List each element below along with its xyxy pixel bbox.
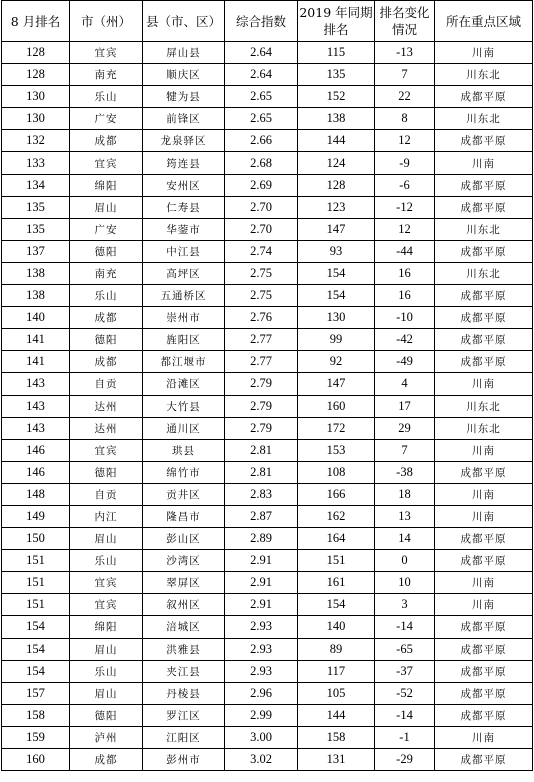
cell-2019-rank: 166	[298, 483, 375, 505]
cell-county: 筠连县	[143, 152, 225, 174]
cell-2019-rank: 130	[298, 307, 375, 329]
table-row	[2, 373, 533, 395]
cell-rank-change: 7	[375, 439, 435, 461]
cell-rank-change: -65	[375, 638, 435, 660]
cell-composite-index: 2.70	[225, 196, 298, 218]
cell-key-region: 成都平原	[435, 130, 533, 152]
cell-rank-change: -1	[375, 726, 435, 748]
cell-august-rank: 158	[2, 704, 70, 726]
table-row	[2, 726, 533, 748]
cell-composite-index: 2.79	[225, 373, 298, 395]
cell-key-region: 成都平原	[435, 704, 533, 726]
table-row	[2, 285, 533, 307]
cell-composite-index: 2.99	[225, 704, 298, 726]
table-row	[2, 42, 533, 64]
cell-rank-change: 17	[375, 395, 435, 417]
cell-city: 眉山	[70, 528, 143, 550]
cell-key-region: 成都平原	[435, 638, 533, 660]
cell-2019-rank: 154	[298, 594, 375, 616]
cell-2019-rank: 154	[298, 262, 375, 284]
cell-august-rank: 143	[2, 395, 70, 417]
cell-city: 乐山	[70, 660, 143, 682]
cell-2019-rank: 138	[298, 108, 375, 130]
cell-2019-rank: 105	[298, 682, 375, 704]
cell-august-rank: 138	[2, 285, 70, 307]
cell-rank-change: 3	[375, 594, 435, 616]
cell-august-rank: 143	[2, 417, 70, 439]
table-row	[2, 307, 533, 329]
cell-composite-index: 2.64	[225, 64, 298, 86]
table-row	[2, 594, 533, 616]
cell-composite-index: 2.70	[225, 218, 298, 240]
cell-city: 达州	[70, 417, 143, 439]
table-row	[2, 218, 533, 240]
table-row	[2, 329, 533, 351]
cell-rank-change: 16	[375, 262, 435, 284]
cell-county: 贡井区	[143, 483, 225, 505]
cell-rank-change: -42	[375, 329, 435, 351]
header-city: 市（州）	[70, 1, 143, 42]
cell-county: 丹棱县	[143, 682, 225, 704]
cell-composite-index: 2.83	[225, 483, 298, 505]
header-august-rank: 8 月排名	[2, 1, 70, 42]
cell-2019-rank: 162	[298, 505, 375, 527]
cell-composite-index: 2.75	[225, 262, 298, 284]
cell-city: 成都	[70, 307, 143, 329]
cell-rank-change: 10	[375, 572, 435, 594]
cell-county: 叙州区	[143, 594, 225, 616]
cell-city: 乐山	[70, 86, 143, 108]
table-row	[2, 528, 533, 550]
cell-august-rank: 159	[2, 726, 70, 748]
cell-city: 德阳	[70, 461, 143, 483]
cell-rank-change: -13	[375, 42, 435, 64]
cell-composite-index: 2.65	[225, 86, 298, 108]
table-body	[2, 42, 533, 771]
cell-2019-rank: 144	[298, 130, 375, 152]
table-row	[2, 130, 533, 152]
cell-key-region: 成都平原	[435, 660, 533, 682]
cell-rank-change: -38	[375, 461, 435, 483]
cell-august-rank: 137	[2, 240, 70, 262]
cell-rank-change: -37	[375, 660, 435, 682]
cell-composite-index: 2.91	[225, 550, 298, 572]
cell-key-region: 成都平原	[435, 351, 533, 373]
cell-city: 达州	[70, 395, 143, 417]
cell-rank-change: 12	[375, 130, 435, 152]
cell-august-rank: 150	[2, 528, 70, 550]
cell-composite-index: 2.68	[225, 152, 298, 174]
cell-august-rank: 143	[2, 373, 70, 395]
cell-rank-change: -14	[375, 616, 435, 638]
table-row	[2, 704, 533, 726]
cell-county: 旌阳区	[143, 329, 225, 351]
cell-city: 泸州	[70, 726, 143, 748]
cell-city: 宜宾	[70, 572, 143, 594]
header-county: 县（市、区）	[143, 1, 225, 42]
cell-city: 绵阳	[70, 174, 143, 196]
cell-rank-change: -10	[375, 307, 435, 329]
cell-county: 仁寿县	[143, 196, 225, 218]
cell-key-region: 成都平原	[435, 329, 533, 351]
cell-august-rank: 141	[2, 329, 70, 351]
cell-2019-rank: 152	[298, 86, 375, 108]
table-row	[2, 682, 533, 704]
cell-city: 德阳	[70, 704, 143, 726]
cell-key-region: 川东北	[435, 262, 533, 284]
cell-key-region: 川南	[435, 373, 533, 395]
cell-composite-index: 3.02	[225, 749, 298, 771]
cell-key-region: 川南	[435, 483, 533, 505]
cell-county: 夹江县	[143, 660, 225, 682]
cell-county: 绵竹市	[143, 461, 225, 483]
cell-key-region: 成都平原	[435, 616, 533, 638]
cell-2019-rank: 140	[298, 616, 375, 638]
table-row	[2, 749, 533, 771]
cell-city: 德阳	[70, 329, 143, 351]
table-row	[2, 174, 533, 196]
cell-august-rank: 154	[2, 638, 70, 660]
table-row	[2, 152, 533, 174]
cell-city: 眉山	[70, 682, 143, 704]
cell-august-rank: 130	[2, 86, 70, 108]
cell-2019-rank: 161	[298, 572, 375, 594]
cell-key-region: 成都平原	[435, 174, 533, 196]
cell-city: 乐山	[70, 550, 143, 572]
cell-county: 顺庆区	[143, 64, 225, 86]
cell-city: 南充	[70, 64, 143, 86]
cell-county: 犍为县	[143, 86, 225, 108]
cell-city: 成都	[70, 351, 143, 373]
cell-rank-change: 13	[375, 505, 435, 527]
cell-2019-rank: 123	[298, 196, 375, 218]
cell-key-region: 川南	[435, 726, 533, 748]
table-row	[2, 550, 533, 572]
cell-composite-index: 2.89	[225, 528, 298, 550]
cell-august-rank: 128	[2, 42, 70, 64]
cell-key-region: 川东北	[435, 218, 533, 240]
cell-2019-rank: 128	[298, 174, 375, 196]
cell-city: 宜宾	[70, 152, 143, 174]
cell-city: 乐山	[70, 285, 143, 307]
cell-august-rank: 146	[2, 439, 70, 461]
cell-county: 高坪区	[143, 262, 225, 284]
cell-august-rank: 132	[2, 130, 70, 152]
cell-rank-change: 18	[375, 483, 435, 505]
cell-august-rank: 149	[2, 505, 70, 527]
cell-2019-rank: 99	[298, 329, 375, 351]
cell-2019-rank: 131	[298, 749, 375, 771]
cell-county: 隆昌市	[143, 505, 225, 527]
cell-composite-index: 2.91	[225, 572, 298, 594]
cell-2019-rank: 117	[298, 660, 375, 682]
cell-composite-index: 2.87	[225, 505, 298, 527]
cell-rank-change: -52	[375, 682, 435, 704]
cell-county: 彭山区	[143, 528, 225, 550]
cell-rank-change: 0	[375, 550, 435, 572]
cell-2019-rank: 135	[298, 64, 375, 86]
cell-key-region: 成都平原	[435, 528, 533, 550]
table-row	[2, 262, 533, 284]
cell-composite-index: 2.93	[225, 616, 298, 638]
cell-key-region: 川东北	[435, 395, 533, 417]
cell-2019-rank: 172	[298, 417, 375, 439]
table-row	[2, 64, 533, 86]
cell-2019-rank: 89	[298, 638, 375, 660]
cell-city: 内江	[70, 505, 143, 527]
cell-city: 自贡	[70, 373, 143, 395]
cell-county: 涪城区	[143, 616, 225, 638]
table-row	[2, 505, 533, 527]
cell-august-rank: 135	[2, 218, 70, 240]
cell-composite-index: 2.91	[225, 594, 298, 616]
table-row	[2, 638, 533, 660]
cell-rank-change: 8	[375, 108, 435, 130]
cell-key-region: 川南	[435, 152, 533, 174]
cell-composite-index: 2.93	[225, 638, 298, 660]
table-row	[2, 240, 533, 262]
cell-rank-change: 14	[375, 528, 435, 550]
table-row	[2, 108, 533, 130]
cell-composite-index: 2.65	[225, 108, 298, 130]
cell-county: 五通桥区	[143, 285, 225, 307]
cell-2019-rank: 147	[298, 218, 375, 240]
header-row	[2, 1, 533, 42]
cell-county: 沙湾区	[143, 550, 225, 572]
cell-key-region: 川东北	[435, 64, 533, 86]
cell-composite-index: 3.00	[225, 726, 298, 748]
cell-composite-index: 2.96	[225, 682, 298, 704]
cell-august-rank: 138	[2, 262, 70, 284]
cell-august-rank: 146	[2, 461, 70, 483]
cell-city: 宜宾	[70, 439, 143, 461]
cell-composite-index: 2.74	[225, 240, 298, 262]
cell-city: 宜宾	[70, 42, 143, 64]
cell-composite-index: 2.76	[225, 307, 298, 329]
cell-august-rank: 154	[2, 660, 70, 682]
cell-composite-index: 2.66	[225, 130, 298, 152]
cell-key-region: 川南	[435, 42, 533, 64]
cell-rank-change: -12	[375, 196, 435, 218]
cell-august-rank: 157	[2, 682, 70, 704]
table-row	[2, 461, 533, 483]
cell-august-rank: 128	[2, 64, 70, 86]
cell-august-rank: 154	[2, 616, 70, 638]
cell-city: 成都	[70, 130, 143, 152]
cell-county: 罗江区	[143, 704, 225, 726]
table-row	[2, 395, 533, 417]
cell-august-rank: 130	[2, 108, 70, 130]
table-header	[2, 1, 533, 42]
cell-city: 宜宾	[70, 594, 143, 616]
cell-key-region: 川南	[435, 594, 533, 616]
cell-county: 洪雅县	[143, 638, 225, 660]
cell-city: 绵阳	[70, 616, 143, 638]
cell-city: 广安	[70, 218, 143, 240]
cell-august-rank: 133	[2, 152, 70, 174]
cell-county: 安州区	[143, 174, 225, 196]
cell-august-rank: 151	[2, 594, 70, 616]
cell-city: 广安	[70, 108, 143, 130]
cell-rank-change: 7	[375, 64, 435, 86]
cell-rank-change: 16	[375, 285, 435, 307]
cell-composite-index: 2.79	[225, 417, 298, 439]
cell-2019-rank: 92	[298, 351, 375, 373]
header-composite-index: 综合指数	[225, 1, 298, 42]
cell-composite-index: 2.81	[225, 439, 298, 461]
cell-key-region: 成都平原	[435, 240, 533, 262]
cell-2019-rank: 124	[298, 152, 375, 174]
cell-key-region: 成都平原	[435, 196, 533, 218]
cell-august-rank: 140	[2, 307, 70, 329]
cell-key-region: 成都平原	[435, 285, 533, 307]
table-row	[2, 86, 533, 108]
cell-key-region: 川南	[435, 505, 533, 527]
cell-key-region: 成都平原	[435, 307, 533, 329]
cell-county: 龙泉驿区	[143, 130, 225, 152]
cell-composite-index: 2.81	[225, 461, 298, 483]
cell-rank-change: -29	[375, 749, 435, 771]
cell-composite-index: 2.79	[225, 395, 298, 417]
table-row	[2, 351, 533, 373]
cell-august-rank: 141	[2, 351, 70, 373]
cell-2019-rank: 147	[298, 373, 375, 395]
cell-county: 大竹县	[143, 395, 225, 417]
table-row	[2, 196, 533, 218]
cell-key-region: 川南	[435, 572, 533, 594]
cell-county: 中江县	[143, 240, 225, 262]
cell-rank-change: -49	[375, 351, 435, 373]
cell-2019-rank: 108	[298, 461, 375, 483]
header-key-region: 所在重点区域	[435, 1, 533, 42]
cell-2019-rank: 151	[298, 550, 375, 572]
cell-august-rank: 151	[2, 550, 70, 572]
cell-county: 翠屏区	[143, 572, 225, 594]
cell-county: 屏山县	[143, 42, 225, 64]
cell-county: 前锋区	[143, 108, 225, 130]
cell-composite-index: 2.77	[225, 351, 298, 373]
table-row	[2, 483, 533, 505]
cell-rank-change: -14	[375, 704, 435, 726]
cell-city: 眉山	[70, 196, 143, 218]
cell-composite-index: 2.64	[225, 42, 298, 64]
cell-composite-index: 2.77	[225, 329, 298, 351]
cell-key-region: 成都平原	[435, 86, 533, 108]
cell-rank-change: -9	[375, 152, 435, 174]
cell-county: 彭州市	[143, 749, 225, 771]
cell-city: 德阳	[70, 240, 143, 262]
cell-2019-rank: 93	[298, 240, 375, 262]
table-row	[2, 439, 533, 461]
cell-august-rank: 160	[2, 749, 70, 771]
cell-city: 眉山	[70, 638, 143, 660]
cell-rank-change: -44	[375, 240, 435, 262]
cell-city: 自贡	[70, 483, 143, 505]
cell-county: 都江堰市	[143, 351, 225, 373]
cell-2019-rank: 164	[298, 528, 375, 550]
cell-key-region: 川南	[435, 439, 533, 461]
cell-key-region: 成都平原	[435, 682, 533, 704]
cell-county: 华蓥市	[143, 218, 225, 240]
cell-key-region: 川东北	[435, 108, 533, 130]
cell-2019-rank: 154	[298, 285, 375, 307]
cell-county: 崇州市	[143, 307, 225, 329]
cell-2019-rank: 158	[298, 726, 375, 748]
cell-rank-change: 4	[375, 373, 435, 395]
cell-august-rank: 135	[2, 196, 70, 218]
table-row	[2, 616, 533, 638]
cell-composite-index: 2.93	[225, 660, 298, 682]
cell-key-region: 成都平原	[435, 749, 533, 771]
cell-august-rank: 148	[2, 483, 70, 505]
cell-key-region: 成都平原	[435, 461, 533, 483]
cell-2019-rank: 115	[298, 42, 375, 64]
cell-rank-change: -6	[375, 174, 435, 196]
cell-key-region: 成都平原	[435, 550, 533, 572]
cell-2019-rank: 144	[298, 704, 375, 726]
cell-rank-change: 12	[375, 218, 435, 240]
cell-august-rank: 151	[2, 572, 70, 594]
table-row	[2, 572, 533, 594]
cell-composite-index: 2.75	[225, 285, 298, 307]
header-rank-change: 排名变化情况	[375, 1, 435, 42]
ranking-table	[1, 0, 533, 771]
cell-county: 珙县	[143, 439, 225, 461]
cell-county: 通川区	[143, 417, 225, 439]
cell-county: 沿滩区	[143, 373, 225, 395]
cell-city: 成都	[70, 749, 143, 771]
cell-composite-index: 2.69	[225, 174, 298, 196]
cell-city: 南充	[70, 262, 143, 284]
cell-key-region: 川东北	[435, 417, 533, 439]
cell-rank-change: 22	[375, 86, 435, 108]
table-row	[2, 417, 533, 439]
table-row	[2, 660, 533, 682]
header-2019-rank: 2019 年同期排名	[298, 1, 375, 42]
cell-2019-rank: 160	[298, 395, 375, 417]
cell-rank-change: 29	[375, 417, 435, 439]
cell-august-rank: 134	[2, 174, 70, 196]
cell-2019-rank: 153	[298, 439, 375, 461]
cell-county: 江阳区	[143, 726, 225, 748]
